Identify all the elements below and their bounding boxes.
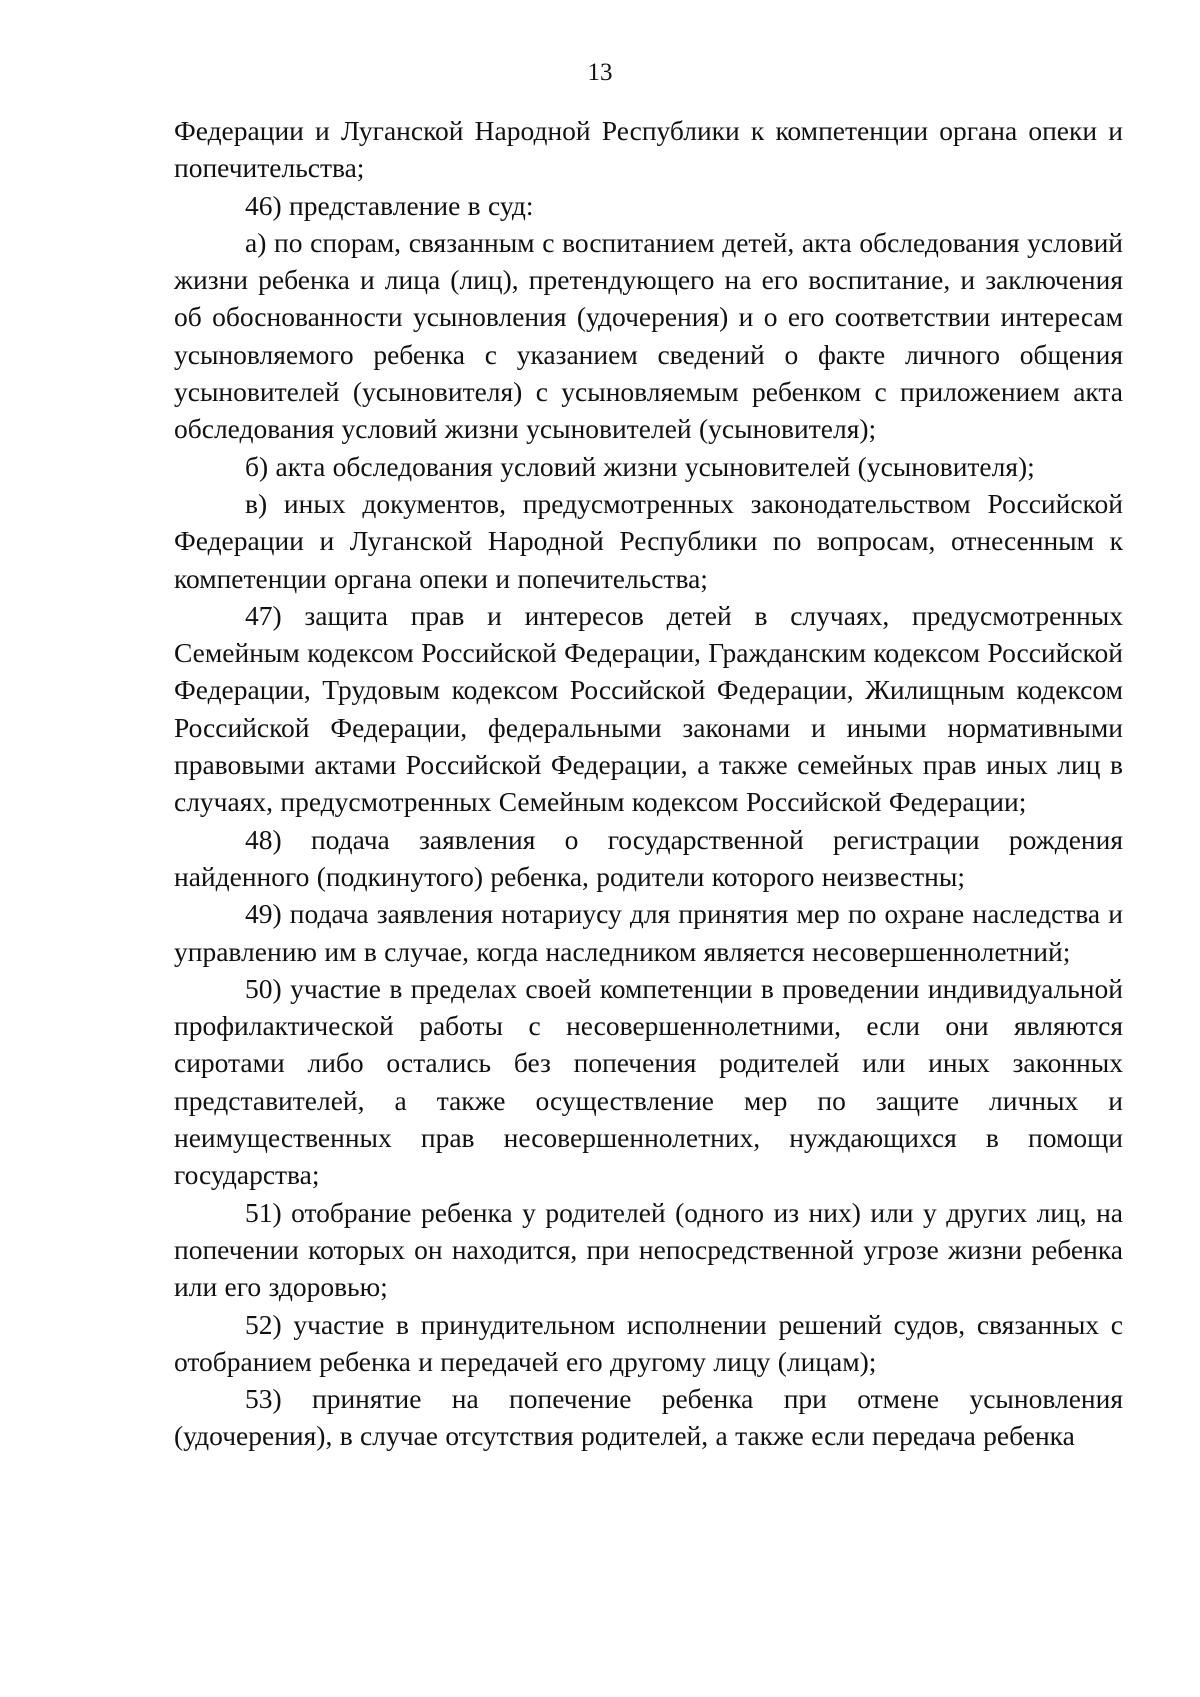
paragraph-item-46: 46) представление в суд: [245,189,534,221]
paragraph-item-51: 51) отобрание ребенка у родителей (одного из них) или у других лиц, на попечении которых он находится, при непосредственной угрозе жизни ребенка или его здоровью; [174,1196,1123,1303]
paragraph-item-46b: б) акта обследования условий жизни усыновителей (усыновителя); [245,450,1035,482]
paragraph-item-48: 48) подача заявления о государственной регистрации рождения найденного (подкинутого) ребенка, родители которого неизвестны; [174,823,1123,892]
document-body [174,112,1123,1455]
paragraph-item-50: 50) участие в пределах своей компетенции в проведении индивидуальной профилактической работы с несовершеннолетними, если они являются сиротами либо остались без попечения родителей или иных законных представителей, а также осуществление мер по защите личных и неимущественных прав несовершеннолетних, нуждающихся в помощи государства; [174,972,1123,1191]
paragraph-item-46v: в) иных документов, предусмотренных законодательством Российской Федерации и Луганской Народной Республики по вопросам, отнесенным к компетенции органа опеки и попечительства; [174,487,1123,594]
paragraph-item-53: 53) принятие на попечение ребенка при отмене усыновления (удочерения), в случае отсутствия родителей, а также если передача ребенка [174,1383,1123,1452]
paragraph-item-47: 47) защита прав и интересов детей в случаях, предусмотренных Семейным кодексом Российской Федерации, Гражданским кодексом Российской Федерации, Трудовым кодексом Российской Федерации, Жилищным кодексом Российской Федерации, федеральными законами и иными нормативными правовыми актами Российской Федерации, а также семейных прав иных лиц в случаях, предусмотренных Семейным кодексом Российской Федерации; [174,599,1123,818]
paragraph-continuation: Федерации и Луганской Народной Республики к компетенции органа опеки и попечительства; [174,115,1123,184]
page-number: 13 [587,59,613,86]
paragraph-item-49: 49) подача заявления нотариусу для принятия мер по охране наследства и управлению им в случае, когда наследником является несовершеннолетний; [174,898,1123,967]
paragraph-item-52: 52) участие в принудительном исполнении решений судов, связанных с отобранием ребенка и передачей его другому лицу (лицам); [174,1308,1123,1377]
paragraph-item-46a: а) по спорам, связанным с воспитанием детей, акта обследования условий жизни ребенка и лица (лиц), претендующего на его воспитание, и заключения об обоснованности усыновления (удочерения) и о его соответствии интересам усыновляемого ребенка с указанием сведений о факте личного общения усыновителей (усыновителя) с усыновляемым ребенком с приложением акта обследования условий жизни усыновителей (усыновителя); [174,226,1123,445]
